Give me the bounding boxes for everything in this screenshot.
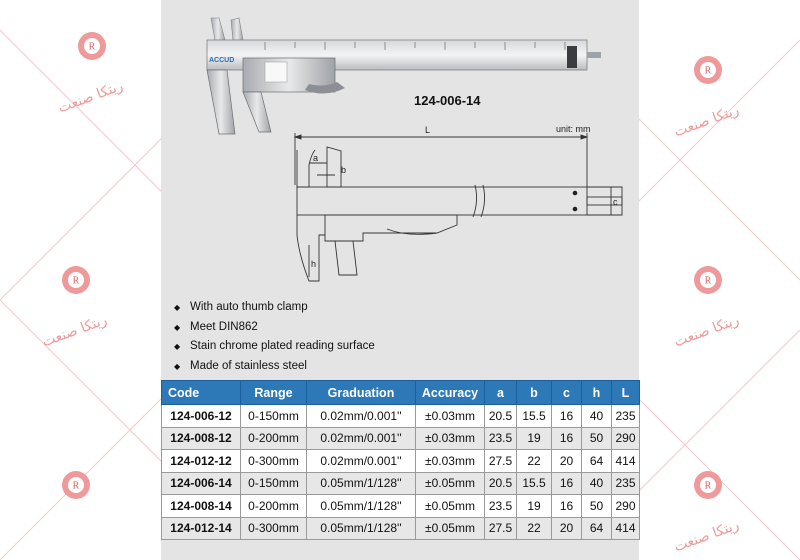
header-code: Code — [162, 381, 241, 405]
b-cell: 19 — [517, 495, 552, 518]
accuracy-cell: ±0.03mm — [416, 405, 485, 428]
header-range: Range — [241, 381, 307, 405]
svg-text:R: R — [72, 275, 80, 287]
unit-note: unit: mm — [556, 124, 591, 134]
watermark-logo — [36, 445, 116, 560]
b-cell: 22 — [517, 450, 552, 473]
range-cell: 0-300mm — [241, 450, 307, 473]
feature-item: ◆ Made of stainless steel — [174, 357, 375, 377]
b-cell: 22 — [517, 517, 552, 540]
code-cell: 124-006-14 — [162, 472, 241, 495]
watermark-logo — [36, 240, 116, 355]
svg-text:h: h — [311, 259, 317, 269]
header-graduation: Graduation — [307, 381, 416, 405]
table-row — [162, 405, 640, 428]
model-number: 124-006-14 — [414, 93, 481, 108]
l-cell: 290 — [612, 427, 640, 450]
range-cell: 0-150mm — [241, 472, 307, 495]
a-cell: 27.5 — [485, 517, 517, 540]
b-cell: 15.5 — [517, 405, 552, 428]
specification-table — [161, 380, 640, 540]
feature-item: ◆ With auto thumb clamp — [174, 298, 375, 318]
code-cell: 124-012-12 — [162, 450, 241, 473]
watermark-logo — [668, 445, 748, 560]
table-row — [162, 450, 640, 473]
table-row — [162, 427, 640, 450]
c-cell: 20 — [552, 517, 582, 540]
h-cell: 50 — [582, 495, 612, 518]
feature-list — [174, 298, 375, 376]
caliper-photo — [205, 12, 603, 137]
range-cell: 0-200mm — [241, 427, 307, 450]
c-cell: 16 — [552, 405, 582, 428]
accuracy-cell: ±0.05mm — [416, 517, 485, 540]
h-cell: 64 — [582, 450, 612, 473]
svg-text:ریتکا صنعت: ریتکا صنعت — [39, 312, 110, 350]
feature-item: ◆ Stain chrome plated reading surface — [174, 337, 375, 357]
l-cell: 235 — [612, 405, 640, 428]
table-row — [162, 495, 640, 518]
h-cell: 64 — [582, 517, 612, 540]
table-row — [162, 472, 640, 495]
h-cell: 40 — [582, 405, 612, 428]
svg-text:R: R — [704, 65, 712, 77]
l-cell: 414 — [612, 517, 640, 540]
svg-text:ریتکا صنعت: ریتکا صنعت — [55, 78, 126, 116]
watermark-logo — [668, 240, 748, 355]
svg-text:R: R — [88, 41, 96, 53]
header-accuracy: Accuracy — [416, 381, 485, 405]
a-cell: 20.5 — [485, 472, 517, 495]
graduation-cell: 0.05mm/1/128'' — [307, 517, 416, 540]
svg-text:R: R — [72, 480, 80, 492]
technical-drawing — [287, 125, 632, 285]
range-cell: 0-200mm — [241, 495, 307, 518]
feature-item: ◆ Meet DIN862 — [174, 318, 375, 338]
header-h: h — [582, 381, 612, 405]
graduation-cell: 0.02mm/0.001'' — [307, 450, 416, 473]
svg-text:ریتکا صنعت: ریتکا صنعت — [671, 517, 742, 555]
a-cell: 23.5 — [485, 427, 517, 450]
b-cell: 15.5 — [517, 472, 552, 495]
a-cell: 23.5 — [485, 495, 517, 518]
code-cell: 124-006-12 — [162, 405, 241, 428]
table-header-row — [162, 381, 640, 405]
graduation-cell: 0.05mm/1/128'' — [307, 472, 416, 495]
svg-text:R: R — [704, 275, 712, 287]
graduation-cell: 0.05mm/1/128'' — [307, 495, 416, 518]
c-cell: 16 — [552, 427, 582, 450]
l-cell: 235 — [612, 472, 640, 495]
code-cell: 124-008-14 — [162, 495, 241, 518]
range-cell: 0-300mm — [241, 517, 307, 540]
diamond-bullet-icon: ◆ — [174, 361, 181, 371]
diamond-bullet-icon: ◆ — [174, 342, 181, 351]
svg-text:R: R — [704, 480, 712, 492]
accuracy-cell: ±0.05mm — [416, 472, 485, 495]
svg-text:ACCUD: ACCUD — [209, 57, 235, 64]
graduation-cell: 0.02mm/0.001'' — [307, 405, 416, 428]
c-cell: 16 — [552, 472, 582, 495]
svg-text:c: c — [613, 197, 618, 207]
accuracy-cell: ±0.05mm — [416, 495, 485, 518]
accuracy-cell: ±0.03mm — [416, 450, 485, 473]
svg-text:ریتکا صنعت: ریتکا صنعت — [671, 312, 742, 350]
svg-text:L: L — [425, 125, 431, 135]
accuracy-cell: ±0.03mm — [416, 427, 485, 450]
svg-text:a: a — [313, 153, 319, 163]
header-c: c — [552, 381, 582, 405]
c-cell: 16 — [552, 495, 582, 518]
svg-text:b: b — [341, 165, 347, 175]
graduation-cell: 0.02mm/0.001'' — [307, 427, 416, 450]
table-row — [162, 517, 640, 540]
header-b: b — [517, 381, 552, 405]
l-cell: 414 — [612, 450, 640, 473]
b-cell: 19 — [517, 427, 552, 450]
c-cell: 20 — [552, 450, 582, 473]
code-cell: 124-008-12 — [162, 427, 241, 450]
h-cell: 40 — [582, 472, 612, 495]
header-a: a — [485, 381, 517, 405]
h-cell: 50 — [582, 427, 612, 450]
svg-text:ریتکا صنعت: ریتکا صنعت — [671, 102, 742, 140]
watermark-logo — [668, 30, 748, 145]
diamond-bullet-icon: ◆ — [174, 303, 181, 312]
code-cell: 124-012-14 — [162, 517, 241, 540]
watermark-logo — [52, 6, 132, 121]
l-cell: 290 — [612, 495, 640, 518]
a-cell: 27.5 — [485, 450, 517, 473]
range-cell: 0-150mm — [241, 405, 307, 428]
a-cell: 20.5 — [485, 405, 517, 428]
header-l: L — [612, 381, 640, 405]
diamond-bullet-icon: ◆ — [174, 322, 181, 332]
